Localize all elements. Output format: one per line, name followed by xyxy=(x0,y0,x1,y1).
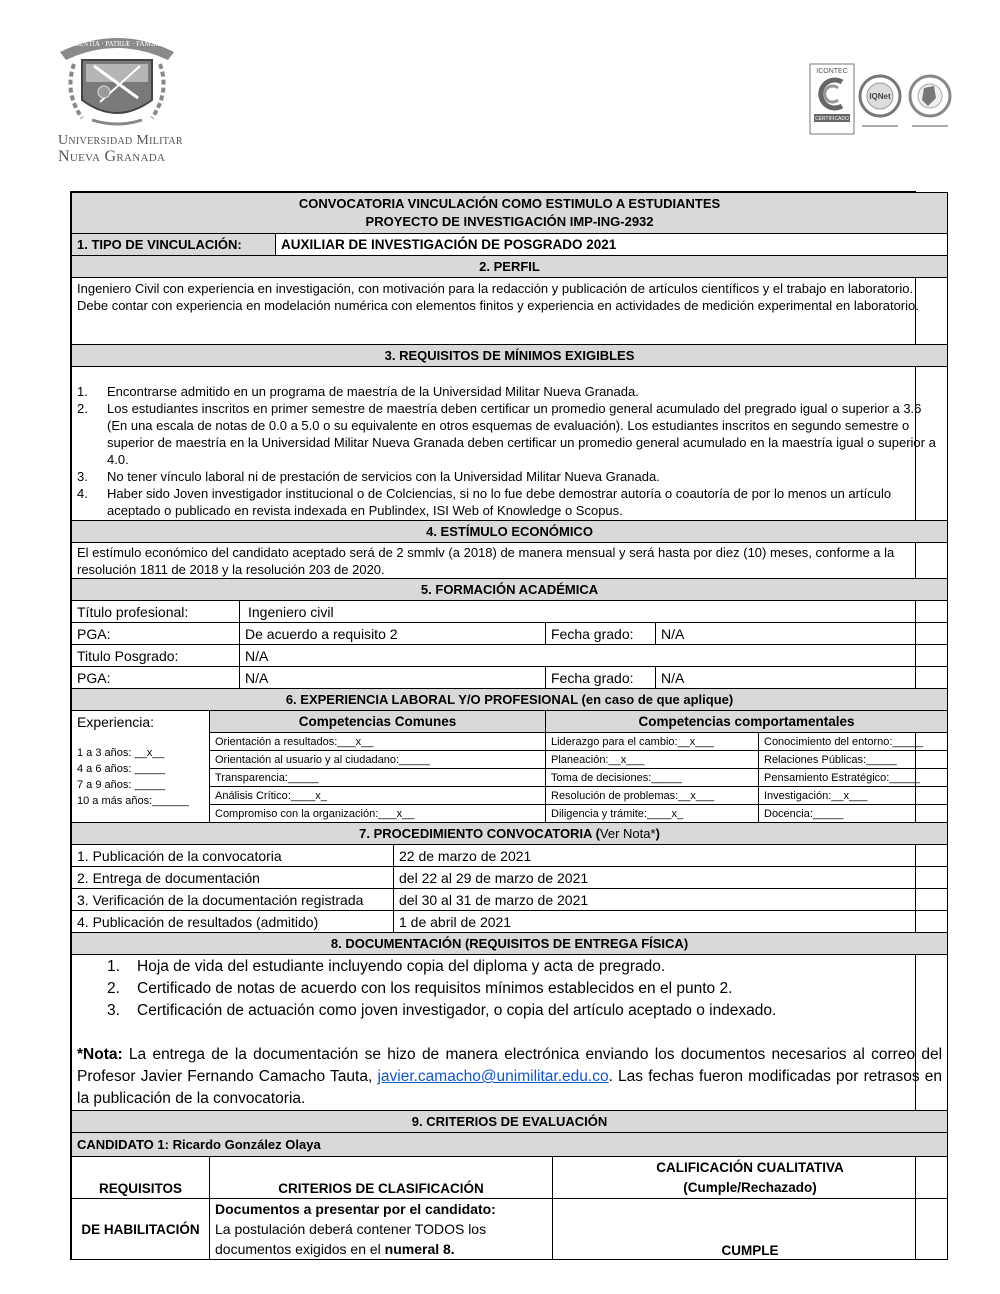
fecha-grado-posgrado-value: N/A xyxy=(656,667,948,689)
col-criterios: CRITERIOS DE CLASIFICACIÓN xyxy=(210,1157,553,1199)
competencia-item: Pensamiento Estratégico:_____ xyxy=(759,769,948,787)
habilitacion-label: DE HABILITACIÓN xyxy=(72,1199,210,1260)
criterios-header: 9. CRITERIOS DE EVALUACIÓN xyxy=(72,1111,948,1133)
estimulo-header: 4. ESTÍMULO ECONÓMICO xyxy=(72,521,948,543)
university-name-line2: Nueva Granada xyxy=(58,147,166,165)
perfil-header: 2. PERFIL xyxy=(72,256,948,278)
habilitacion-criteria: Documentos a presentar por el candidato: La postulación deberá contener TODOS los documentos exigidos en el numeral 8. xyxy=(210,1199,553,1260)
competencia-item: Orientación a resultados:___x__ xyxy=(210,733,546,751)
university-shield-icon xyxy=(52,22,182,134)
list-item: 1. Hoja de vida del estudiante incluyendo copia del diploma y acta de pregrado. xyxy=(107,958,666,975)
candidato-label: CANDIDATO 1: Ricardo González Olaya xyxy=(72,1133,948,1157)
titulo-posgrado-label: Titulo Posgrado: xyxy=(72,645,240,667)
competencia-item: Relaciones Públicas:_____ xyxy=(759,751,948,769)
competencia-item: Análisis Crítico:____x_ xyxy=(210,787,546,805)
list-item: 1. Encontrarse admitido en un programa de maestría de la Universidad Militar Nueva Granada. xyxy=(77,384,639,399)
formacion-header: 5. FORMACIÓN ACADÉMICA xyxy=(72,579,948,601)
competencias-comportamentales-header: Competencias comportamentales xyxy=(546,711,948,733)
title-line1: CONVOCATORIA VINCULACIÓN COMO ESTIMULO A ESTUDIANTES xyxy=(298,196,721,211)
fecha-grado-posgrado-label: Fecha grado: xyxy=(546,667,656,689)
experiencia-header: 6. EXPERIENCIA LABORAL Y/O PROFESIONAL (en caso de que aplique) xyxy=(72,689,948,711)
document-title xyxy=(72,193,948,234)
list-item: 2. Certificado de notas de acuerdo con los requisitos mínimos establecidos en el punto 2. xyxy=(107,980,733,997)
certification-seals-icon xyxy=(808,62,956,138)
list-item: 2. Los estudiantes inscritos en primer semestre de maestría deben certificar un promedio general acumulado del pregrado igual o superior a 3.6 (En una escala de notas de 0.0 a 5.0 o su equivalente en otros esquemas de evaluación). Los estudiantes inscritos en segundo semestre o superior de maestría en la Universidad Militar Nueva Granada deben certificar un promedio general acumulado en la maestría igual o superior a 4.0. xyxy=(77,401,936,467)
ver-nota: Ver Nota* xyxy=(599,826,656,841)
competencia-item: Transparencia:_____ xyxy=(210,769,546,787)
requisitos-list xyxy=(77,383,942,519)
documentacion-header: 8. DOCUMENTACIÓN (REQUISITOS DE ENTREGA FÍSICA) xyxy=(72,933,948,955)
competencia-item: Liderazgo para el cambio:__x___ xyxy=(546,733,759,751)
habilitacion-result: CUMPLE xyxy=(553,1199,948,1260)
experiencia-label: Experiencia: xyxy=(77,714,155,730)
requisitos-header: 3. REQUISITOS DE MÍNIMOS EXIGIBLES xyxy=(72,345,948,367)
years-option: 4 a 6 años: _____ xyxy=(77,763,166,775)
col-calificacion: CALIFICACIÓN CUALITATIVA (Cumple/Rechazado) xyxy=(553,1157,948,1199)
tipo-vinculacion-label: 1. TIPO DE VINCULACIÓN: xyxy=(72,234,276,256)
pga-posgrado-value: N/A xyxy=(240,667,546,689)
university-name-line1: Universidad Militar xyxy=(58,133,183,148)
competencia-item: Orientación al usuario y al ciudadano:_____ xyxy=(210,751,546,769)
certificado-text: CERTIFICADO xyxy=(815,116,849,122)
competencia-item: Resolución de problemas:__x___ xyxy=(546,787,759,805)
experiencia-years-cell xyxy=(72,711,210,823)
motto-text: SCIENTIA · PATRIÆ · FAMILIÆ xyxy=(67,40,167,48)
list-item: 3. No tener vínculo laboral ni de prestación de servicios con la Universidad Militar Nueva Granada. xyxy=(77,469,660,484)
convocatoria-document xyxy=(70,191,943,1260)
email-link[interactable]: javier.camacho@unimilitar.edu.co xyxy=(377,1068,609,1085)
pga-posgrado-label: PGA: xyxy=(72,667,240,689)
documentacion-list xyxy=(77,956,942,1022)
competencia-item: Conocimiento del entorno:_____ xyxy=(759,733,948,751)
title-line2: PROYECTO DE INVESTIGACIÓN IMP-ING-2932 xyxy=(365,214,654,229)
iqnet-text: IQNet xyxy=(869,92,891,101)
list-item: 4. Haber sido Joven investigador institucional o de Colciencias, si no lo fue debe demostrar autoría o coautoría de por lo menos un artículo aceptado o publicado en revista indexada en Publindex, ISI Web of Knowledge o Scopus. xyxy=(77,486,892,518)
nota-paragraph: *Nota: La entrega de la documentación se hizo de manera electrónica enviando los documentos necesarios al correo del Profesor Javier Fernando Camacho Tauta, javier.camacho@unimilitar.edu.co. Las fechas fueron modificadas por retrasos en la publicación de la convocatoria. xyxy=(77,1046,943,1107)
competencia-item: Planeación:__x___ xyxy=(546,751,759,769)
procedimiento-step: 2. Entrega de documentación xyxy=(72,867,394,889)
competencias-comunes-header: Competencias Comunes xyxy=(210,711,546,733)
documentacion-cell xyxy=(72,955,948,1111)
competencia-item: Toma de decisiones:_____ xyxy=(546,769,759,787)
icontec-text: ICONTEC xyxy=(816,68,848,75)
procedimiento-header: 7. PROCEDIMIENTO CONVOCATORIA (Ver Nota*) xyxy=(72,823,948,845)
pga-value: De acuerdo a requisito 2 xyxy=(240,623,546,645)
fecha-grado-value: N/A xyxy=(656,623,948,645)
years-option: 7 a 9 años: _____ xyxy=(77,779,166,791)
col-requisitos: REQUISITOS xyxy=(72,1157,210,1199)
procedimiento-date: 22 de marzo de 2021 xyxy=(394,845,948,867)
tipo-vinculacion-value: AUXILIAR DE INVESTIGACIÓN DE POSGRADO 2021 xyxy=(276,234,948,256)
competencia-item: Docencia:_____ xyxy=(759,805,948,823)
fecha-grado-label: Fecha grado: xyxy=(546,623,656,645)
competencia-item: Diligencia y trámite:____x_ xyxy=(546,805,759,823)
competencia-item: Compromiso con la organización:___x__ xyxy=(210,805,546,823)
estimulo-text: El estímulo económico del candidato aceptado será de 2 smmlv (a 2018) de manera mensual y será hasta por diez (10) meses, conforme a la resolución 1811 de 2018 y la resolución 203 de 2020. xyxy=(72,543,948,579)
procedimiento-date: del 22 al 29 de marzo de 2021 xyxy=(394,867,948,889)
requisitos-list-cell xyxy=(72,367,948,521)
certification-logos xyxy=(808,62,956,138)
titulo-profesional-label: Título profesional: xyxy=(72,601,240,623)
procedimiento-step: 3. Verificación de la documentación registrada xyxy=(72,889,394,911)
university-logo xyxy=(52,22,182,167)
perfil-text: Ingeniero Civil con experiencia en investigación, con motivación para la redacción y publicación de artículos científicos y el trabajo en laboratorio. Debe contar con experiencia en modelación numérica con elementos finitos y experiencia en actividades de medición experimental en laboratorio. xyxy=(72,278,948,345)
procedimiento-date: 1 de abril de 2021 xyxy=(394,911,948,933)
procedimiento-step: 1. Publicación de la convocatoria xyxy=(72,845,394,867)
procedimiento-step: 4. Publicación de resultados (admitido) xyxy=(72,911,394,933)
years-option: 1 a 3 años: __x__ xyxy=(77,747,165,759)
titulo-posgrado-value: N/A xyxy=(240,645,948,667)
pga-label: PGA: xyxy=(72,623,240,645)
list-item: 3. Certificación de actuación como joven investigador, o copia del artículo aceptado o indexado. xyxy=(107,1002,777,1019)
titulo-profesional-value: Ingeniero civil xyxy=(240,601,948,623)
nota-label: *Nota: xyxy=(77,1046,123,1063)
procedimiento-date: del 30 al 31 de marzo de 2021 xyxy=(394,889,948,911)
competencia-item: Investigación:__x___ xyxy=(759,787,948,805)
years-option: 10 a más años:______ xyxy=(77,795,189,807)
